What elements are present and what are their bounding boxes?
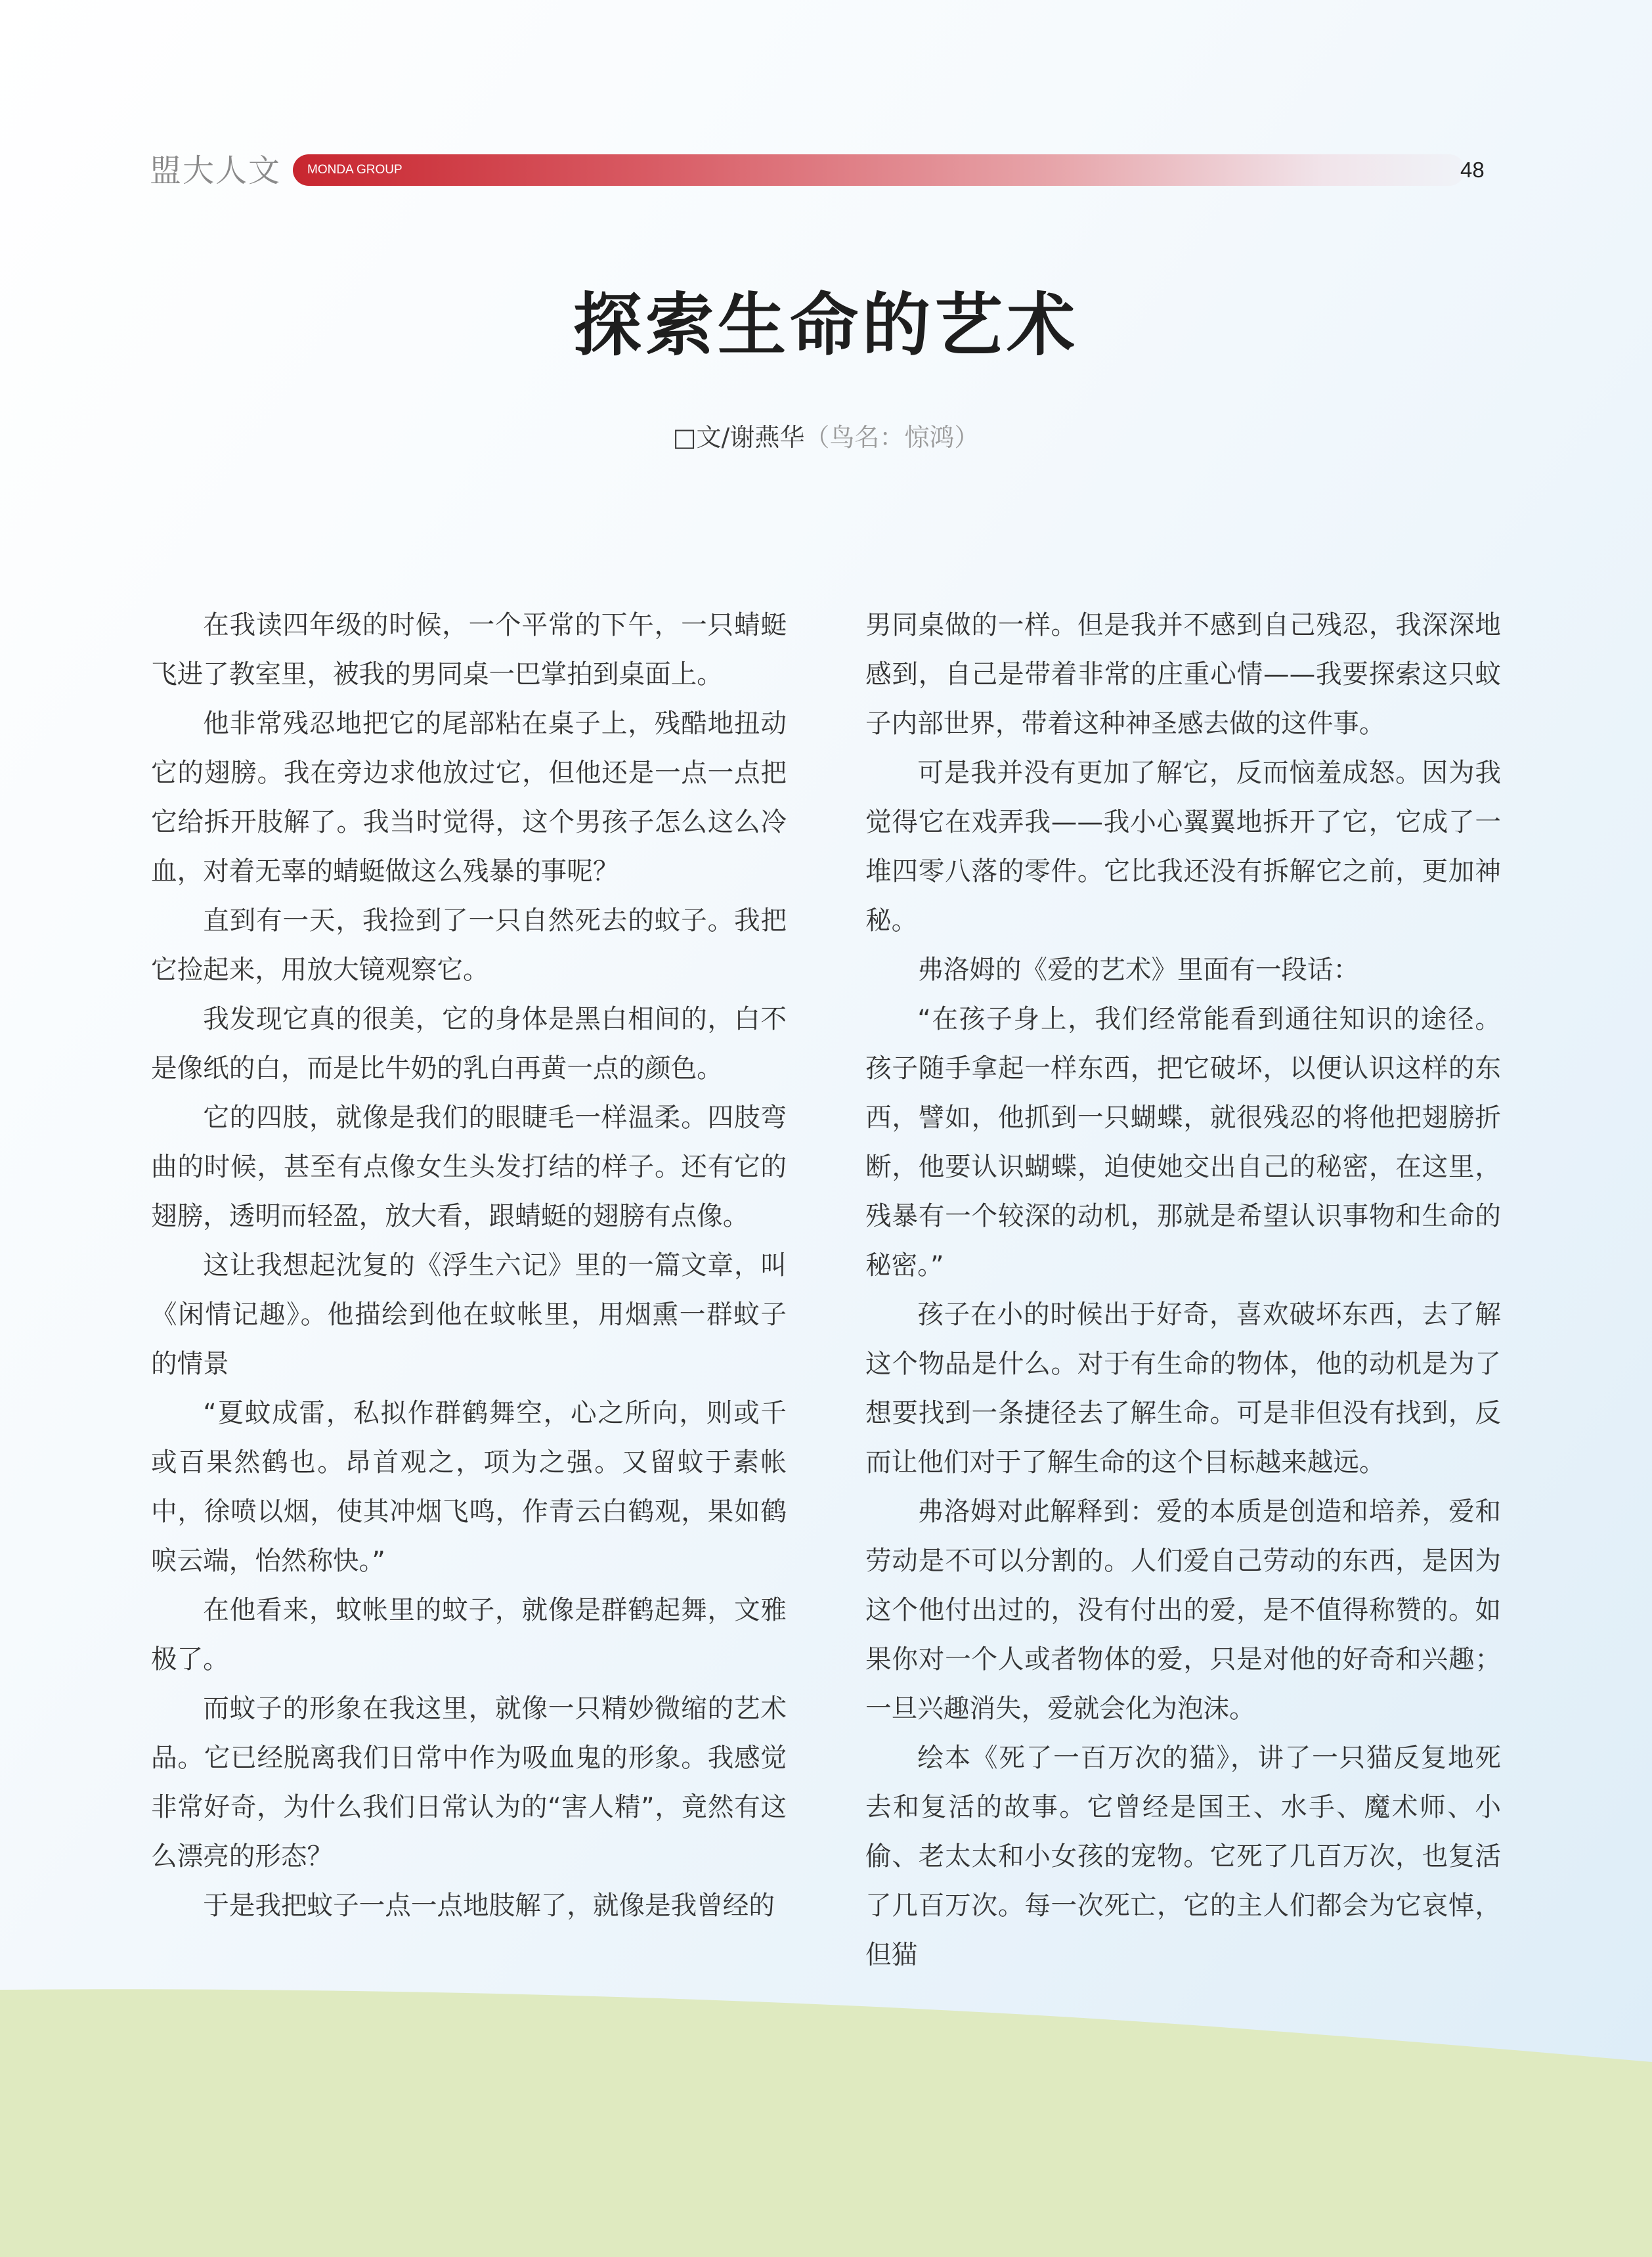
author-pseudonym: （鸟名：惊鸿） bbox=[804, 423, 980, 452]
paragraph: 这让我想起沈复的《浮生六记》里的一篇文章，叫《闲情记趣》。他描绘到他在蚊帐里，用烟熏一群蚊子的情景 bbox=[151, 1250, 787, 1379]
wave-shape bbox=[0, 1989, 1652, 2257]
header-bar-label: MONDA GROUP bbox=[307, 163, 402, 177]
paragraph: 弗洛姆对此解释到：爱的本质是创造和培养，爱和劳动是不可以分割的。人们爱自己劳动的东西，是因为这个他付出过的，没有付出的爱，是不值得称赞的。如果你对一个人或者物体的爱，只是对他的好奇和兴趣；一旦兴趣消失，爱就会化为泡沫。 bbox=[865, 1497, 1501, 1724]
author-name: □文/谢燕华 bbox=[672, 423, 805, 452]
paragraph: 我发现它真的很美，它的身体是黑白相间的，白不是像纸的白，而是比牛奶的乳白再黄一点的颜色。 bbox=[151, 1004, 787, 1084]
quote-paragraph: “夏蚊成雷，私拟作群鹤舞空，心之所向，则或千或百果然鹤也。昂首观之，项为之强。又留蚊于素帐中，徐喷以烟，使其冲烟飞鸣，作青云白鹤观，果如鹤唳云端，怡然称快。” bbox=[151, 1398, 787, 1576]
paragraph: 而蚊子的形象在我这里，就像一只精妙微缩的艺术品。它已经脱离我们日常中作为吸血鬼的形象。我感觉非常好奇，为什么我们日常认为的“害人精”，竟然有这么漂亮的形态？ bbox=[151, 1694, 787, 1872]
paragraph: 于是我把蚊子一点一点地肢解了，就像是我曾经的 bbox=[203, 1891, 775, 1921]
left-column bbox=[151, 601, 787, 1931]
paragraph: 在我读四年级的时候，一个平常的下午，一只蜻蜓飞进了教室里，被我的男同桌一巴掌拍到桌面上。 bbox=[151, 610, 787, 690]
magazine-brand: 盟大人文 bbox=[150, 152, 282, 189]
article-title: 探索生命的艺术 bbox=[573, 285, 1079, 365]
paragraph: 它的四肢，就像是我们的眼睫毛一样温柔。四肢弯曲的时候，甚至有点像女生头发打结的样子。还有它的翅膀，透明而轻盈，放大看，跟蜻蜓的翅膀有点像。 bbox=[151, 1103, 787, 1231]
paragraph: 弗洛姆的《爱的艺术》里面有一段话： bbox=[917, 955, 1360, 985]
bottom-green-wave bbox=[0, 1970, 1652, 2257]
paragraph: 孩子在小的时候出于好奇，喜欢破坏东西，去了解这个物品是什么。对于有生命的物体，他的动机是为了想要找到一条捷径去了解生命。可是非但没有找到，反而让他们对于了解生命的这个目标越来越远。 bbox=[865, 1300, 1501, 1478]
right-column bbox=[865, 601, 1501, 1980]
header-gradient-bar bbox=[293, 154, 1465, 186]
paragraph: 绘本《死了一百万次的猫》，讲了一只猫反复地死去和复活的故事。它曾经是国王、水手、魔术师、小偷、老太太和小女孩的宠物。它死了几百万次，也复活了几百万次。每一次死亡，它的主人们都会为它哀悼，但猫 bbox=[865, 1743, 1501, 1970]
page-number: 48 bbox=[1460, 158, 1485, 182]
paragraph-continuation: 男同桌做的一样。但是我并不感到自己残忍，我深深地感到，自己是带着非常的庄重心情——我要探索这只蚊子内部世界，带着这种神圣感去做的这件事。 bbox=[865, 610, 1501, 739]
article-byline bbox=[0, 418, 1652, 457]
paragraph: 他非常残忍地把它的尾部粘在桌子上，残酷地扭动它的翅膀。我在旁边求他放过它，但他还是一点一点把它给拆开肢解了。我当时觉得，这个男孩子怎么这么冷血，对着无辜的蜻蜓做这么残暴的事呢？ bbox=[151, 709, 787, 887]
paragraph: 可是我并没有更加了解它，反而恼羞成怒。因为我觉得它在戏弄我——我小心翼翼地拆开了它，它成了一堆四零八落的零件。它比我还没有拆解它之前，更加神秘。 bbox=[865, 758, 1501, 936]
quote-paragraph: “在孩子身上，我们经常能看到通往知识的途径。孩子随手拿起一样东西，把它破坏，以便认识这样的东西，譬如，他抓到一只蝴蝶，就很残忍的将他把翅膀折断，他要认识蝴蝶，迫使她交出自己的秘密，在这里，残暴有一个较深的动机，那就是希望认识事物和生命的秘密。” bbox=[865, 1004, 1501, 1281]
paragraph: 直到有一天，我捡到了一只自然死去的蚊子。我把它捡起来，用放大镜观察它。 bbox=[151, 906, 787, 985]
paragraph: 在他看来，蚊帐里的蚊子，就像是群鹤起舞，文雅极了。 bbox=[151, 1595, 787, 1675]
